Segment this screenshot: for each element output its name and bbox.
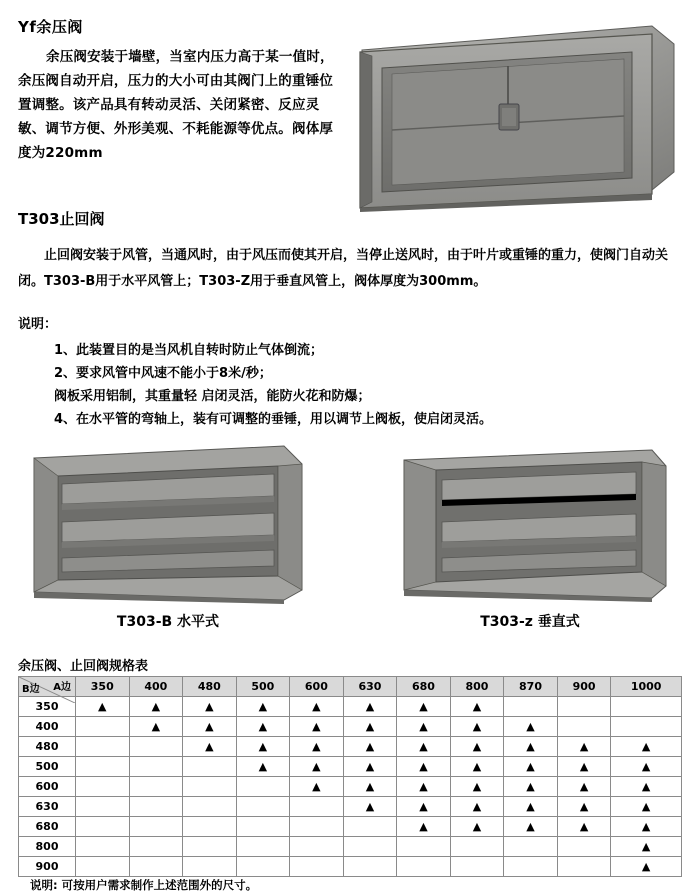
table-cell: ▲	[504, 817, 558, 837]
table-cell	[183, 857, 237, 877]
table-cell: ▲	[183, 717, 237, 737]
table-corner-cell	[19, 677, 76, 697]
table-cell: ▲	[76, 697, 130, 717]
table-cell: ▲	[397, 797, 451, 817]
table-cell: ▲	[236, 697, 290, 717]
notes-list	[18, 339, 682, 431]
table-cell	[504, 857, 558, 877]
table-cell: ▲	[343, 797, 397, 817]
table-col-header: 630	[343, 677, 397, 697]
table-cell	[76, 797, 130, 817]
table-cell: ▲	[504, 757, 558, 777]
table-cell: ▲	[397, 717, 451, 737]
table-cell	[450, 837, 504, 857]
table-col-header: 500	[236, 677, 290, 697]
table-col-header: 400	[129, 677, 183, 697]
table-cell: ▲	[236, 737, 290, 757]
table-row-header: 480	[19, 737, 76, 757]
table-cell: ▲	[611, 797, 682, 817]
table-cell: ▲	[557, 777, 611, 797]
table-cell: ▲	[290, 697, 344, 717]
table-cell	[76, 857, 130, 877]
table-col-header: 480	[183, 677, 237, 697]
table-cell	[76, 817, 130, 837]
table-row	[19, 857, 682, 877]
table-row-header: 800	[19, 837, 76, 857]
table-cell: ▲	[450, 817, 504, 837]
section2-heading: T303止回阀	[18, 210, 105, 228]
table-cell	[557, 857, 611, 877]
table-cell: ▲	[611, 757, 682, 777]
table-cell	[290, 837, 344, 857]
table-col-header: 350	[76, 677, 130, 697]
table-title: 余压阀、止回阀规格表	[18, 659, 149, 674]
table-corner-col-label: A边	[53, 682, 71, 693]
table-row	[19, 697, 682, 717]
table-cell: ▲	[611, 857, 682, 877]
table-cell: ▲	[290, 757, 344, 777]
table-cell: ▲	[397, 777, 451, 797]
spec-table	[18, 676, 682, 877]
table-cell	[397, 857, 451, 877]
table-cell	[611, 697, 682, 717]
table-row-header: 600	[19, 777, 76, 797]
table-row	[19, 717, 682, 737]
table-cell	[76, 757, 130, 777]
notes-title: 说明：	[18, 317, 58, 332]
table-cell	[557, 837, 611, 857]
table-cell	[504, 837, 558, 857]
table-cell	[557, 697, 611, 717]
table-cell	[129, 797, 183, 817]
table-cell: ▲	[504, 777, 558, 797]
table-cell: ▲	[397, 697, 451, 717]
table-cell: ▲	[611, 837, 682, 857]
table-row-header: 680	[19, 817, 76, 837]
table-cell: ▲	[557, 817, 611, 837]
table-cell: ▲	[450, 777, 504, 797]
table-cell	[290, 797, 344, 817]
table-cell: ▲	[343, 697, 397, 717]
table-cell	[183, 837, 237, 857]
table-cell	[236, 797, 290, 817]
section-t303-valve	[18, 208, 682, 295]
table-col-header: 800	[450, 677, 504, 697]
table-cell: ▲	[343, 737, 397, 757]
table-cell: ▲	[557, 757, 611, 777]
table-cell: ▲	[557, 737, 611, 757]
table-row-header: 350	[19, 697, 76, 717]
table-cell	[557, 717, 611, 737]
table-cell: ▲	[343, 717, 397, 737]
table-cell: ▲	[504, 797, 558, 817]
table-cell: ▲	[290, 777, 344, 797]
table-cell: ▲	[611, 817, 682, 837]
table-cell: ▲	[290, 717, 344, 737]
table-cell: ▲	[183, 697, 237, 717]
figure-yf-valve-photo	[352, 22, 682, 212]
table-cell: ▲	[343, 777, 397, 797]
table-row	[19, 777, 682, 797]
table-cell	[129, 737, 183, 757]
figure-caption-right: T303-z 垂直式	[480, 614, 580, 630]
table-cell	[343, 817, 397, 837]
note-item: 1、此装置目的是当风机自转时防止气体倒流；	[54, 343, 324, 358]
section2-paragraph: 止回阀安装于风管，当通风时，由于风压而使其开启，当停止送风时，由于叶片或重锤的重力，使阀门自动关闭。T303-B用于水平风管上；T303-Z用于垂直风管上，阀体厚度为300mm。	[18, 248, 669, 289]
table-cell	[129, 777, 183, 797]
table-cell: ▲	[183, 737, 237, 757]
table-cell	[76, 717, 130, 737]
table-cell: ▲	[504, 737, 558, 757]
table-cell	[343, 857, 397, 877]
table-cell: ▲	[611, 777, 682, 797]
table-col-header: 870	[504, 677, 558, 697]
table-cell	[290, 857, 344, 877]
table-cell: ▲	[450, 717, 504, 737]
note-item: 4、在水平管的弯轴上，装有可调整的垂锤，用以调节上阀板，使启闭灵活。	[54, 412, 493, 427]
table-cell: ▲	[557, 797, 611, 817]
table-cell: ▲	[450, 757, 504, 777]
table-cell	[183, 797, 237, 817]
table-cell	[397, 837, 451, 857]
table-note: 说明: 可按用户需求制作上述范围外的尺寸。	[30, 878, 258, 892]
table-cell	[236, 817, 290, 837]
table-cell	[611, 717, 682, 737]
table-header-row	[19, 677, 682, 697]
table-cell	[343, 837, 397, 857]
table-cell	[129, 857, 183, 877]
table-cell: ▲	[450, 797, 504, 817]
figure-t303-b-photo	[28, 440, 308, 605]
table-corner-row-label: B边	[22, 684, 40, 695]
note-item: 阀板采用铝制，其重量轻 启闭灵活，能防火花和防爆；	[54, 389, 371, 404]
table-cell: ▲	[397, 817, 451, 837]
table-row	[19, 817, 682, 837]
table-cell	[76, 777, 130, 797]
table-cell: ▲	[236, 717, 290, 737]
figure-caption-left: T303-B 水平式	[116, 614, 220, 630]
table-cell: ▲	[236, 757, 290, 777]
table-row	[19, 737, 682, 757]
section1-heading: Yf余压阀	[18, 18, 83, 36]
table-row	[19, 797, 682, 817]
table-cell	[236, 837, 290, 857]
t303-z-illustration	[390, 440, 670, 605]
table-cell: ▲	[129, 717, 183, 737]
table-row-header: 400	[19, 717, 76, 737]
table-row	[19, 757, 682, 777]
table-cell: ▲	[397, 757, 451, 777]
table-cell: ▲	[129, 697, 183, 717]
table-cell	[129, 757, 183, 777]
table-col-header: 680	[397, 677, 451, 697]
table-cell: ▲	[504, 717, 558, 737]
yf-valve-illustration	[352, 22, 682, 212]
table-col-header: 600	[290, 677, 344, 697]
figure-t303-z-photo	[390, 440, 670, 605]
table-col-header: 1000	[611, 677, 682, 697]
table-row	[19, 837, 682, 857]
section1-paragraph: 余压阀安装于墙壁，当室内压力高于某一值时，余压阀自动开启，压力的大小可由其阀门上的重锤位置调整。该产品具有转动灵活、关闭紧密、反应灵敏、调节方便、外形美观、不耗能源等优点。阀体厚度为220mm	[18, 49, 334, 161]
table-row-header: 500	[19, 757, 76, 777]
section-notes	[18, 313, 682, 431]
t303-b-illustration	[28, 440, 308, 605]
table-cell	[76, 837, 130, 857]
table-cell: ▲	[450, 697, 504, 717]
table-cell: ▲	[450, 737, 504, 757]
table-cell	[290, 817, 344, 837]
table-cell	[183, 777, 237, 797]
table-cell	[236, 777, 290, 797]
table-cell	[76, 737, 130, 757]
section-yf-valve	[18, 16, 338, 165]
table-cell	[183, 817, 237, 837]
table-cell	[504, 697, 558, 717]
note-item: 2、要求风管中风速不能小于8米/秒；	[54, 366, 272, 381]
table-cell: ▲	[611, 737, 682, 757]
table-cell	[129, 817, 183, 837]
table-cell	[236, 857, 290, 877]
table-cell: ▲	[290, 737, 344, 757]
table-cell: ▲	[397, 737, 451, 757]
table-cell: ▲	[343, 757, 397, 777]
table-cell	[183, 757, 237, 777]
table-col-header: 900	[557, 677, 611, 697]
table-row-header: 900	[19, 857, 76, 877]
table-row-header: 630	[19, 797, 76, 817]
table-cell	[129, 837, 183, 857]
table-cell	[450, 857, 504, 877]
